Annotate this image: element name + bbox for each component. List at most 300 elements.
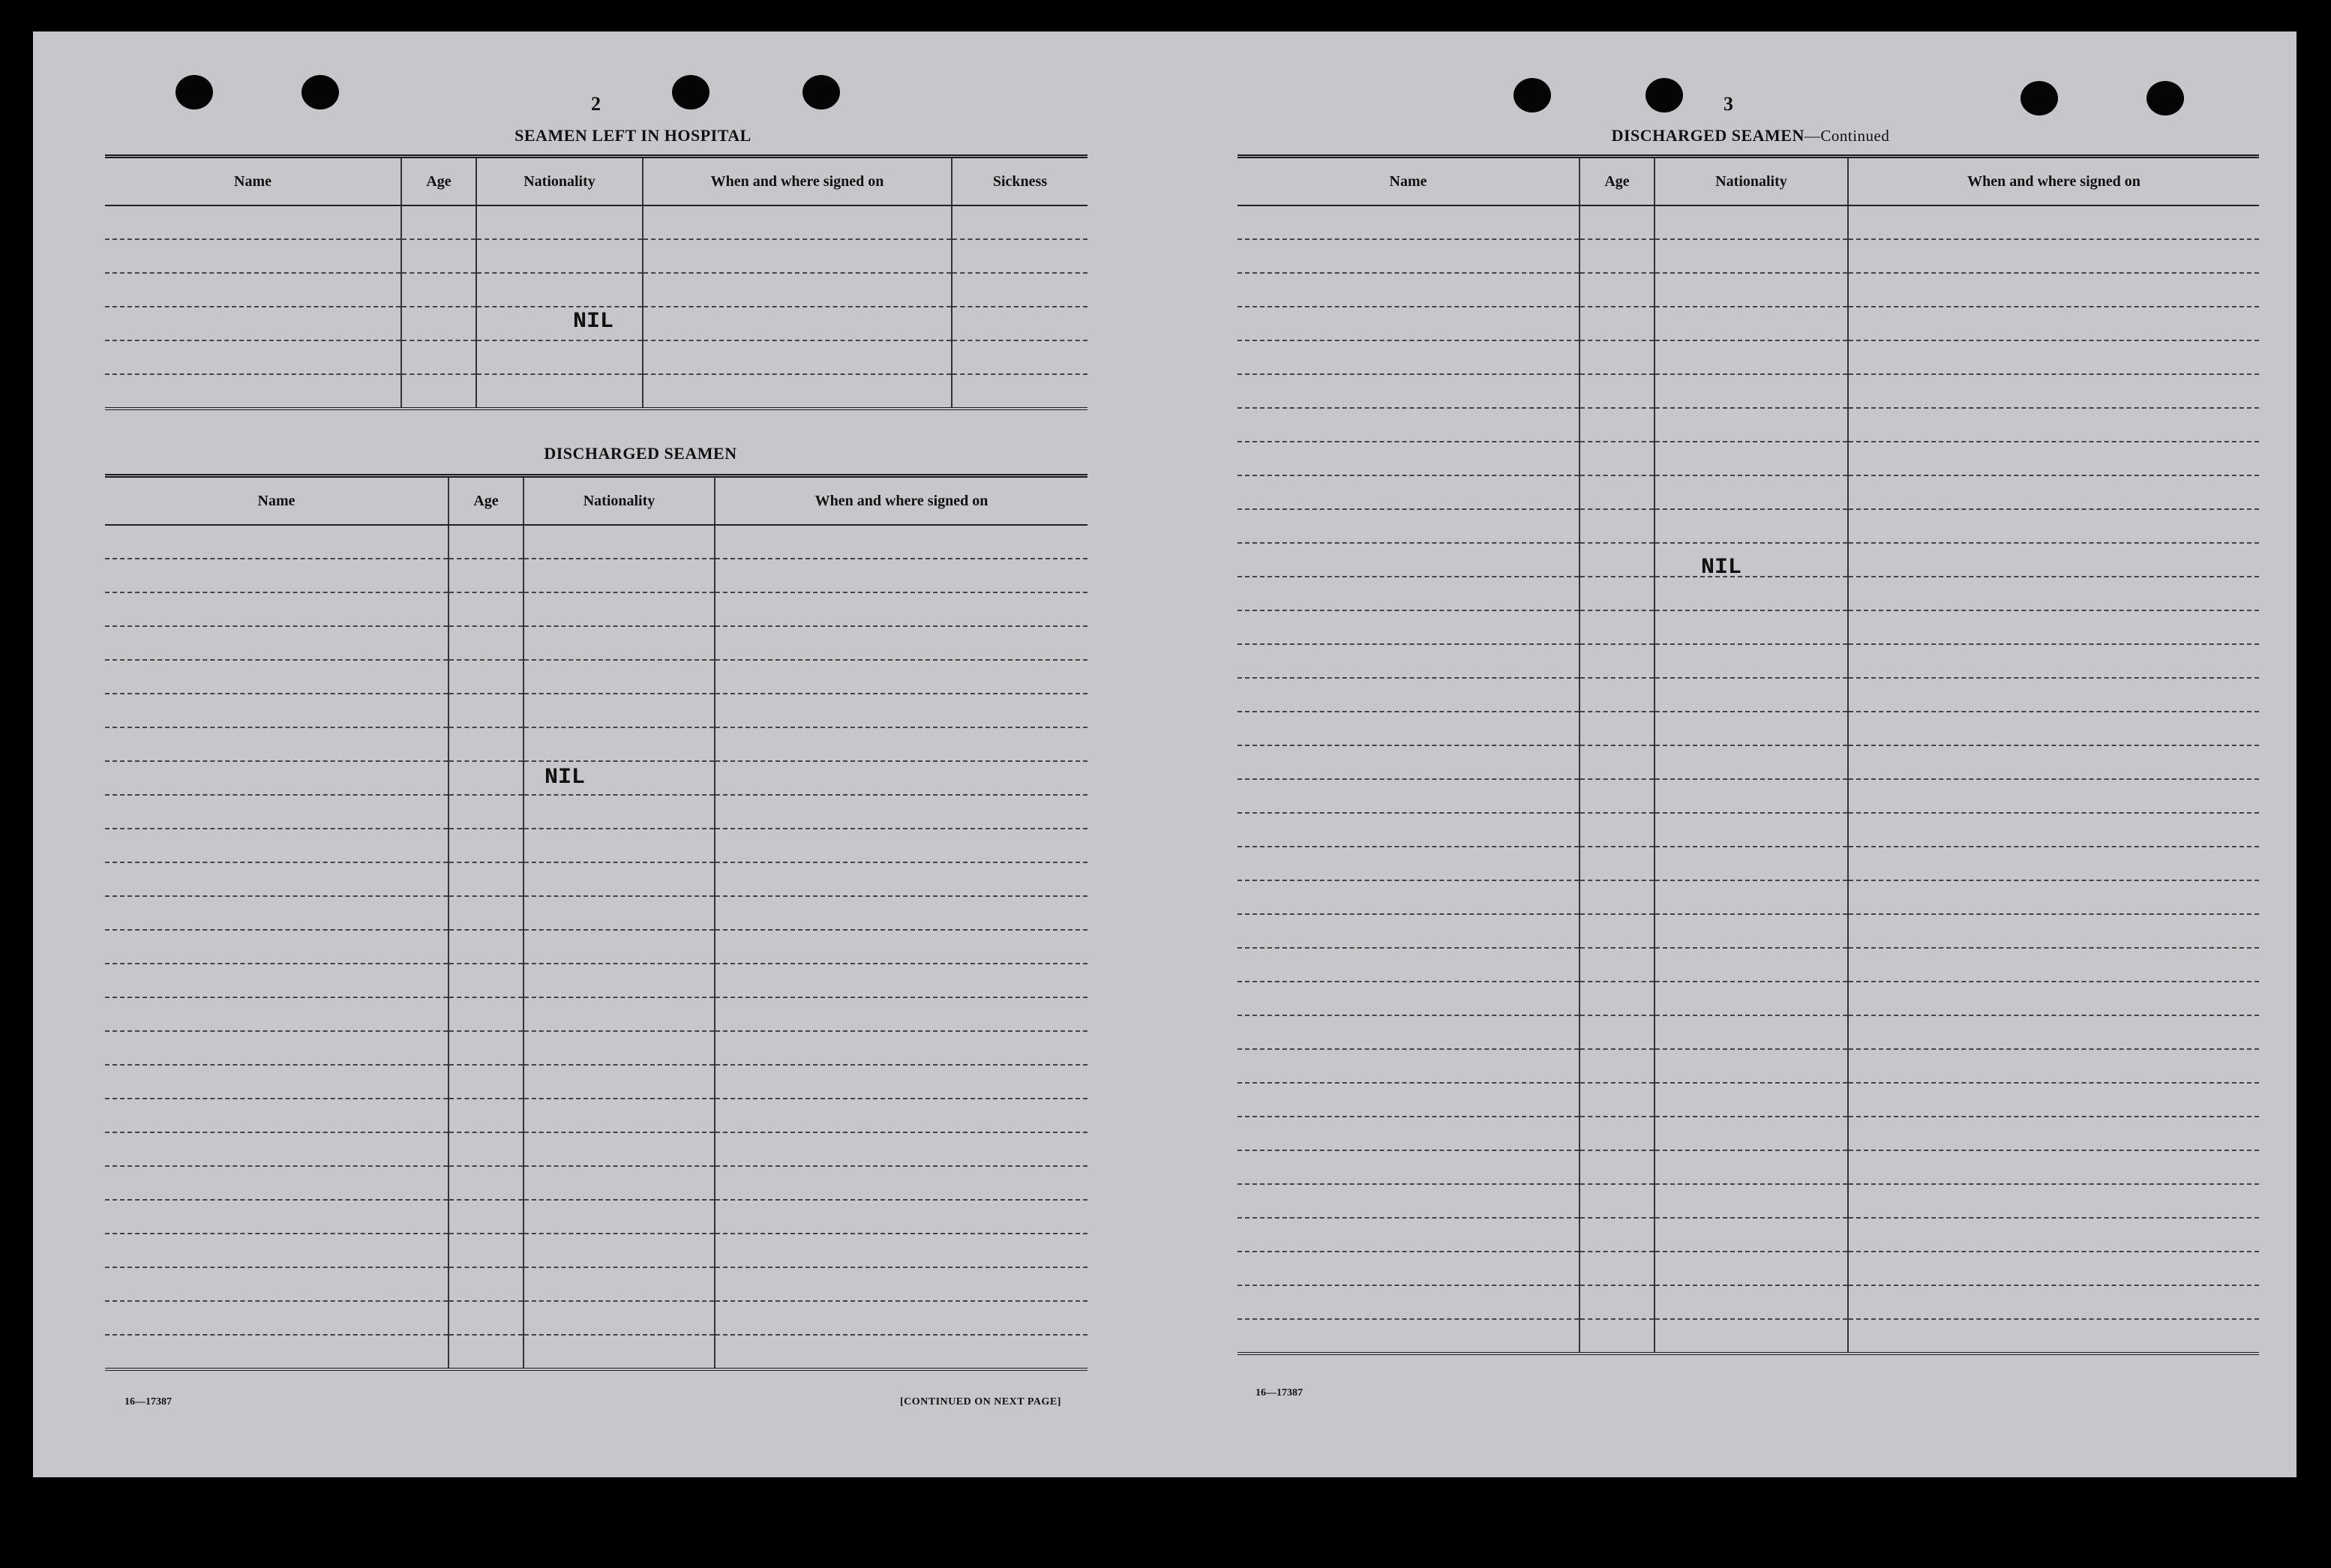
table-cell — [524, 592, 715, 626]
table-cell — [1238, 273, 1580, 307]
table-cell — [524, 1335, 715, 1369]
column-header-age: Age — [448, 476, 524, 526]
punch-hole — [802, 75, 840, 109]
table-row — [1238, 340, 2259, 374]
table-row — [105, 1267, 1088, 1301]
table-cell — [1848, 1150, 2259, 1184]
table-cell — [1848, 948, 2259, 982]
table-cell — [952, 340, 1088, 374]
table-cell — [1848, 712, 2259, 745]
table-cell — [1654, 847, 1848, 880]
table-cell — [524, 862, 715, 896]
table-cell — [715, 559, 1088, 592]
punch-hole — [176, 75, 213, 109]
form-number: 16—17387 — [124, 1396, 172, 1408]
table-cell — [1580, 1285, 1654, 1319]
table-cell — [1848, 745, 2259, 779]
table-cell — [715, 694, 1088, 727]
nil-entry: NIL — [544, 765, 586, 790]
table-cell — [1238, 442, 1580, 475]
table-cell — [1848, 914, 2259, 948]
table-cell — [105, 761, 448, 795]
table-cell — [1238, 374, 1580, 408]
table-row — [105, 1301, 1088, 1335]
table-cell — [448, 660, 524, 694]
table-cell — [643, 205, 952, 239]
table-cell — [476, 273, 643, 307]
table-cell — [1848, 644, 2259, 678]
table-cell — [1654, 408, 1848, 442]
table-cell — [1238, 1049, 1580, 1083]
table-cell — [643, 307, 952, 340]
table-cell — [105, 559, 448, 592]
table-cell — [1654, 1150, 1848, 1184]
table-cell — [1848, 205, 2259, 239]
table-row — [1238, 205, 2259, 239]
column-header-age: Age — [401, 157, 476, 206]
table-cell — [1238, 1083, 1580, 1117]
table-row — [105, 1234, 1088, 1267]
table-cell — [476, 239, 643, 273]
table-cell — [448, 1267, 524, 1301]
table-row — [1238, 374, 2259, 408]
table-cell — [1580, 442, 1654, 475]
table-row — [105, 660, 1088, 694]
table-cell — [105, 896, 448, 930]
column-header-name: Name — [105, 157, 401, 206]
table-cell — [105, 1166, 448, 1200]
table-cell — [1848, 577, 2259, 610]
table-row — [1238, 678, 2259, 712]
column-header-nationality: Nationality — [1654, 157, 1848, 206]
discharged-continued-title — [1480, 126, 2020, 145]
form-number: 16—17387 — [1256, 1387, 1303, 1399]
table-row — [105, 761, 1088, 795]
table-cell — [448, 997, 524, 1031]
table-cell — [1238, 779, 1580, 813]
table-cell — [105, 795, 448, 829]
table-cell — [1848, 1117, 2259, 1150]
table-cell — [715, 1099, 1088, 1132]
table-cell — [1848, 1218, 2259, 1252]
table-cell — [1654, 948, 1848, 982]
table-cell — [1580, 1150, 1654, 1184]
table-cell — [643, 374, 952, 409]
table-row — [105, 896, 1088, 930]
table-cell — [715, 1132, 1088, 1166]
column-header-name: Name — [1238, 157, 1580, 206]
table-cell — [448, 1099, 524, 1132]
table-row — [1238, 1252, 2259, 1285]
table-row — [105, 829, 1088, 862]
table-cell — [1848, 1083, 2259, 1117]
table-cell — [1238, 678, 1580, 712]
table-cell — [1654, 307, 1848, 340]
table-cell — [105, 205, 401, 239]
table-row — [105, 964, 1088, 997]
table-cell — [1238, 914, 1580, 948]
table-cell — [1848, 1285, 2259, 1319]
table-cell — [1238, 1218, 1580, 1252]
table-cell — [1654, 745, 1848, 779]
punch-hole — [1646, 78, 1683, 112]
table-cell — [448, 1166, 524, 1200]
discharged-continued-title-text: DISCHARGED SEAMEN — [1611, 126, 1804, 145]
table-cell — [448, 1335, 524, 1369]
table-cell — [1654, 1285, 1848, 1319]
table-cell — [105, 694, 448, 727]
table-cell — [715, 1234, 1088, 1267]
table-row — [1238, 408, 2259, 442]
table-cell — [105, 660, 448, 694]
table-row — [1238, 982, 2259, 1015]
table-cell — [524, 1166, 715, 1200]
table-cell — [1238, 610, 1580, 644]
table-cell — [105, 525, 448, 559]
table-cell — [105, 1335, 448, 1369]
table-row — [1238, 712, 2259, 745]
table-cell — [1654, 543, 1848, 577]
table-cell — [1848, 475, 2259, 509]
table-row — [1238, 914, 2259, 948]
table-cell — [448, 525, 524, 559]
table-cell — [524, 1234, 715, 1267]
table-cell — [1238, 880, 1580, 914]
table-row — [1238, 1150, 2259, 1184]
table-cell — [105, 1301, 448, 1335]
table-cell — [1238, 712, 1580, 745]
table-cell — [401, 307, 476, 340]
table-cell — [524, 1200, 715, 1234]
table-cell — [1238, 509, 1580, 543]
table-row — [1238, 1319, 2259, 1354]
table-cell — [643, 239, 952, 273]
table-cell — [1238, 948, 1580, 982]
table-row — [105, 559, 1088, 592]
table-row — [1238, 880, 2259, 914]
discharged-continued-header-row — [1238, 157, 2259, 206]
table-cell — [105, 1234, 448, 1267]
table-cell — [1580, 1049, 1654, 1083]
table-cell — [1848, 1319, 2259, 1354]
table-cell — [105, 307, 401, 340]
table-cell — [524, 930, 715, 964]
column-header-age: Age — [1580, 157, 1654, 206]
table-cell — [448, 1234, 524, 1267]
table-cell — [1580, 914, 1654, 948]
table-cell — [448, 592, 524, 626]
table-cell — [1654, 1319, 1848, 1354]
table-cell — [715, 896, 1088, 930]
table-row — [1238, 1049, 2259, 1083]
table-cell — [1654, 577, 1848, 610]
table-cell — [715, 1200, 1088, 1234]
table-cell — [105, 1065, 448, 1099]
nil-entry: NIL — [1701, 555, 1742, 580]
table-cell — [1580, 982, 1654, 1015]
column-header-nationality: Nationality — [524, 476, 715, 526]
table-cell — [1848, 374, 2259, 408]
table-row — [105, 1099, 1088, 1132]
table-row — [105, 727, 1088, 761]
table-row — [105, 239, 1088, 273]
table-cell — [105, 862, 448, 896]
table-cell — [715, 727, 1088, 761]
table-cell — [1580, 1184, 1654, 1218]
table-cell — [1580, 340, 1654, 374]
table-row — [105, 1166, 1088, 1200]
table-cell — [1580, 509, 1654, 543]
table-row — [1238, 577, 2259, 610]
table-cell — [1848, 1015, 2259, 1049]
column-header-sickness: Sickness — [952, 157, 1088, 206]
nil-entry: NIL — [573, 309, 614, 334]
table-cell — [1580, 273, 1654, 307]
table-cell — [524, 829, 715, 862]
column-header-name: Name — [105, 476, 448, 526]
table-cell — [952, 307, 1088, 340]
table-cell — [524, 559, 715, 592]
table-cell — [448, 930, 524, 964]
table-cell — [715, 795, 1088, 829]
table-row — [1238, 813, 2259, 847]
table-cell — [1654, 1117, 1848, 1150]
table-cell — [1238, 982, 1580, 1015]
table-cell — [1654, 374, 1848, 408]
continued-suffix: —Continued — [1804, 127, 1890, 145]
table-cell — [105, 626, 448, 660]
table-cell — [1238, 307, 1580, 340]
punch-hole — [2146, 81, 2184, 115]
table-cell — [1580, 1252, 1654, 1285]
table-cell — [1654, 779, 1848, 813]
table-row — [1238, 610, 2259, 644]
discharged-table — [105, 474, 1088, 1371]
table-cell — [1580, 408, 1654, 442]
table-cell — [1848, 273, 2259, 307]
table-row — [105, 374, 1088, 409]
table-cell — [1654, 273, 1848, 307]
table-cell — [1580, 644, 1654, 678]
table-cell — [715, 525, 1088, 559]
table-cell — [1238, 813, 1580, 847]
table-cell — [1654, 880, 1848, 914]
table-row — [105, 795, 1088, 829]
hospital-header-row — [105, 157, 1088, 206]
table-cell — [1580, 239, 1654, 273]
table-row — [105, 205, 1088, 239]
table-cell — [1580, 307, 1654, 340]
table-cell — [1848, 813, 2259, 847]
table-cell — [105, 374, 401, 409]
discharged-section-title: DISCHARGED SEAMEN — [544, 444, 737, 463]
table-cell — [1580, 813, 1654, 847]
table-cell — [715, 660, 1088, 694]
table-cell — [715, 592, 1088, 626]
table-cell — [1654, 205, 1848, 239]
table-row — [105, 1200, 1088, 1234]
table-cell — [1580, 847, 1654, 880]
table-cell — [1654, 475, 1848, 509]
table-row — [1238, 1184, 2259, 1218]
continued-note: [CONTINUED ON NEXT PAGE] — [900, 1396, 1061, 1408]
table-row — [105, 1065, 1088, 1099]
table-row — [105, 1031, 1088, 1065]
table-cell — [1848, 543, 2259, 577]
table-cell — [1848, 779, 2259, 813]
table-cell — [524, 1267, 715, 1301]
table-cell — [715, 862, 1088, 896]
table-cell — [1654, 1049, 1848, 1083]
table-cell — [1848, 1184, 2259, 1218]
table-cell — [1848, 408, 2259, 442]
table-cell — [524, 896, 715, 930]
table-cell — [1848, 340, 2259, 374]
table-cell — [401, 273, 476, 307]
table-cell — [448, 1301, 524, 1335]
table-cell — [105, 1099, 448, 1132]
table-cell — [524, 997, 715, 1031]
table-cell — [715, 964, 1088, 997]
table-cell — [401, 239, 476, 273]
table-cell — [105, 239, 401, 273]
table-cell — [1848, 442, 2259, 475]
table-cell — [1654, 914, 1848, 948]
table-cell — [1238, 543, 1580, 577]
table-cell — [1580, 678, 1654, 712]
table-cell — [524, 1031, 715, 1065]
table-cell — [1848, 307, 2259, 340]
table-cell — [1654, 982, 1848, 1015]
table-cell — [715, 1065, 1088, 1099]
table-row — [105, 694, 1088, 727]
table-cell — [1238, 745, 1580, 779]
table-cell — [105, 930, 448, 964]
table-cell — [448, 1065, 524, 1099]
table-cell — [448, 1031, 524, 1065]
table-row — [1238, 543, 2259, 577]
table-cell — [1580, 577, 1654, 610]
table-cell — [476, 205, 643, 239]
punch-hole — [302, 75, 339, 109]
table-cell — [105, 1267, 448, 1301]
table-cell — [476, 307, 643, 340]
table-cell — [1580, 1117, 1654, 1150]
table-cell — [1654, 678, 1848, 712]
table-cell — [643, 340, 952, 374]
table-cell — [524, 660, 715, 694]
table-row — [1238, 1218, 2259, 1252]
table-cell — [1654, 509, 1848, 543]
table-cell — [524, 626, 715, 660]
table-cell — [105, 1132, 448, 1166]
table-cell — [448, 964, 524, 997]
table-row — [1238, 847, 2259, 880]
ledger-sheet — [33, 31, 2296, 1477]
table-row — [105, 862, 1088, 896]
table-cell — [1654, 644, 1848, 678]
table-cell — [715, 1166, 1088, 1200]
table-cell — [1580, 205, 1654, 239]
table-cell — [1580, 543, 1654, 577]
table-cell — [715, 1031, 1088, 1065]
table-row — [1238, 1015, 2259, 1049]
table-cell — [715, 761, 1088, 795]
table-cell — [715, 829, 1088, 862]
left-page-number: 2 — [591, 93, 601, 115]
table-row — [105, 525, 1088, 559]
table-cell — [476, 340, 643, 374]
table-cell — [448, 896, 524, 930]
table-cell — [105, 829, 448, 862]
table-cell — [1654, 442, 1848, 475]
table-row — [1238, 779, 2259, 813]
table-row — [105, 592, 1088, 626]
table-cell — [1848, 610, 2259, 644]
table-cell — [448, 1200, 524, 1234]
table-cell — [1238, 340, 1580, 374]
table-cell — [1848, 1252, 2259, 1285]
table-cell — [448, 761, 524, 795]
table-cell — [105, 997, 448, 1031]
table-cell — [1238, 239, 1580, 273]
table-cell — [1848, 847, 2259, 880]
table-cell — [105, 964, 448, 997]
table-cell — [1238, 1015, 1580, 1049]
table-row — [1238, 442, 2259, 475]
table-cell — [643, 273, 952, 307]
table-cell — [1238, 1117, 1580, 1150]
table-cell — [448, 862, 524, 896]
table-cell — [105, 1031, 448, 1065]
table-cell — [952, 273, 1088, 307]
table-cell — [105, 727, 448, 761]
table-row — [1238, 509, 2259, 543]
punch-hole — [1514, 78, 1551, 112]
table-cell — [1654, 813, 1848, 847]
punch-hole — [2020, 81, 2058, 115]
punch-hole — [672, 75, 710, 109]
table-cell — [1848, 678, 2259, 712]
table-cell — [448, 795, 524, 829]
table-row — [1238, 475, 2259, 509]
table-cell — [1238, 1150, 1580, 1184]
table-row — [1238, 1117, 2259, 1150]
discharged-header-row — [105, 476, 1088, 526]
table-cell — [952, 239, 1088, 273]
table-cell — [1238, 644, 1580, 678]
table-cell — [448, 829, 524, 862]
table-row — [105, 930, 1088, 964]
table-cell — [1580, 1015, 1654, 1049]
table-cell — [1580, 475, 1654, 509]
table-cell — [401, 205, 476, 239]
table-cell — [1238, 205, 1580, 239]
table-cell — [1238, 1252, 1580, 1285]
column-header-signed-on: When and where signed on — [1848, 157, 2259, 206]
table-cell — [524, 727, 715, 761]
table-cell — [524, 964, 715, 997]
table-cell — [105, 273, 401, 307]
table-cell — [1654, 1083, 1848, 1117]
table-row — [1238, 273, 2259, 307]
table-cell — [1238, 1319, 1580, 1354]
table-cell — [448, 626, 524, 660]
discharged-continued-table — [1238, 154, 2259, 1355]
table-cell — [1238, 847, 1580, 880]
table-row — [1238, 948, 2259, 982]
table-cell — [715, 1335, 1088, 1369]
